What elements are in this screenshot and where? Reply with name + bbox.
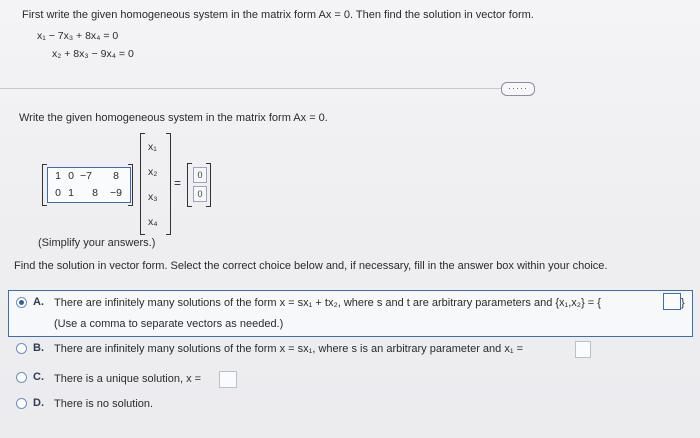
- choice-d-radio[interactable]: [16, 398, 27, 409]
- choice-b-radio[interactable]: [16, 343, 27, 354]
- choice-c-text: There is a unique solution, x =: [54, 373, 202, 385]
- matrix-cell: 8: [92, 187, 98, 199]
- choice-b-text: There are infinitely many solutions of the form x = sx₁, where s is an arbitrary parameter and x₁ =: [54, 343, 524, 355]
- solution-prompt: Find the solution in vector form. Select the correct choice below and, if necessary, fill in the answer box within your choice.: [14, 260, 608, 272]
- section-divider: [0, 88, 533, 89]
- equals-sign: =: [174, 176, 182, 190]
- matrix-cell: −9: [110, 187, 122, 199]
- matrix-cell: −7: [80, 170, 92, 182]
- choice-d-text: There is no solution.: [54, 398, 154, 410]
- rhs-input-1[interactable]: 0: [193, 167, 207, 183]
- vector-right-bracket: [166, 133, 171, 235]
- choice-c-letter: C.: [33, 371, 44, 383]
- vector-left-bracket: [140, 133, 145, 235]
- matrix-prompt: Write the given homogeneous system in the matrix form Ax = 0.: [19, 112, 328, 124]
- variable-entry: x₁: [148, 141, 157, 153]
- variable-entry: x₃: [148, 191, 158, 203]
- choice-a-answer-input[interactable]: [663, 293, 681, 310]
- equation-line-2: x₂ + 8x₃ − 9x₄ = 0: [52, 48, 134, 60]
- choice-d-letter: D.: [33, 397, 44, 409]
- choice-a-closing-brace: }: [681, 297, 685, 309]
- choice-a-letter: A.: [33, 296, 44, 308]
- choice-a-text: There are infinitely many solutions of the form x = sx₁ + tx₂, where s and t are arbitrary parameters and {x₁,x₂} = {: [54, 297, 601, 309]
- variable-entry: x₂: [148, 166, 158, 178]
- choice-b-letter: B.: [33, 342, 44, 354]
- matrix-cell: 0: [55, 187, 61, 199]
- matrix-cell: 8: [113, 170, 119, 182]
- choice-a-hint: (Use a comma to separate vectors as needed.): [54, 318, 284, 330]
- choice-c-answer-input[interactable]: [219, 371, 237, 388]
- choice-b-answer-input[interactable]: [575, 341, 591, 358]
- simplify-note: (Simplify your answers.): [38, 237, 156, 249]
- matrix-cell: 1: [68, 187, 74, 199]
- rhs-left-bracket: [187, 163, 192, 207]
- choice-a-radio[interactable]: [16, 297, 27, 308]
- expand-more-button[interactable]: ·····: [501, 82, 535, 96]
- matrix-cell: 0: [68, 170, 74, 182]
- equation-line-1: x₁ − 7x₃ + 8x₄ = 0: [37, 30, 119, 42]
- matrix-cell: 1: [55, 170, 61, 182]
- instruction-text: First write the given homogeneous system in the matrix form Ax = 0. Then find the solution in vector form.: [22, 9, 534, 21]
- rhs-input-2[interactable]: 0: [193, 186, 207, 202]
- variable-entry: x₄: [148, 216, 158, 228]
- choice-c-radio[interactable]: [16, 372, 27, 383]
